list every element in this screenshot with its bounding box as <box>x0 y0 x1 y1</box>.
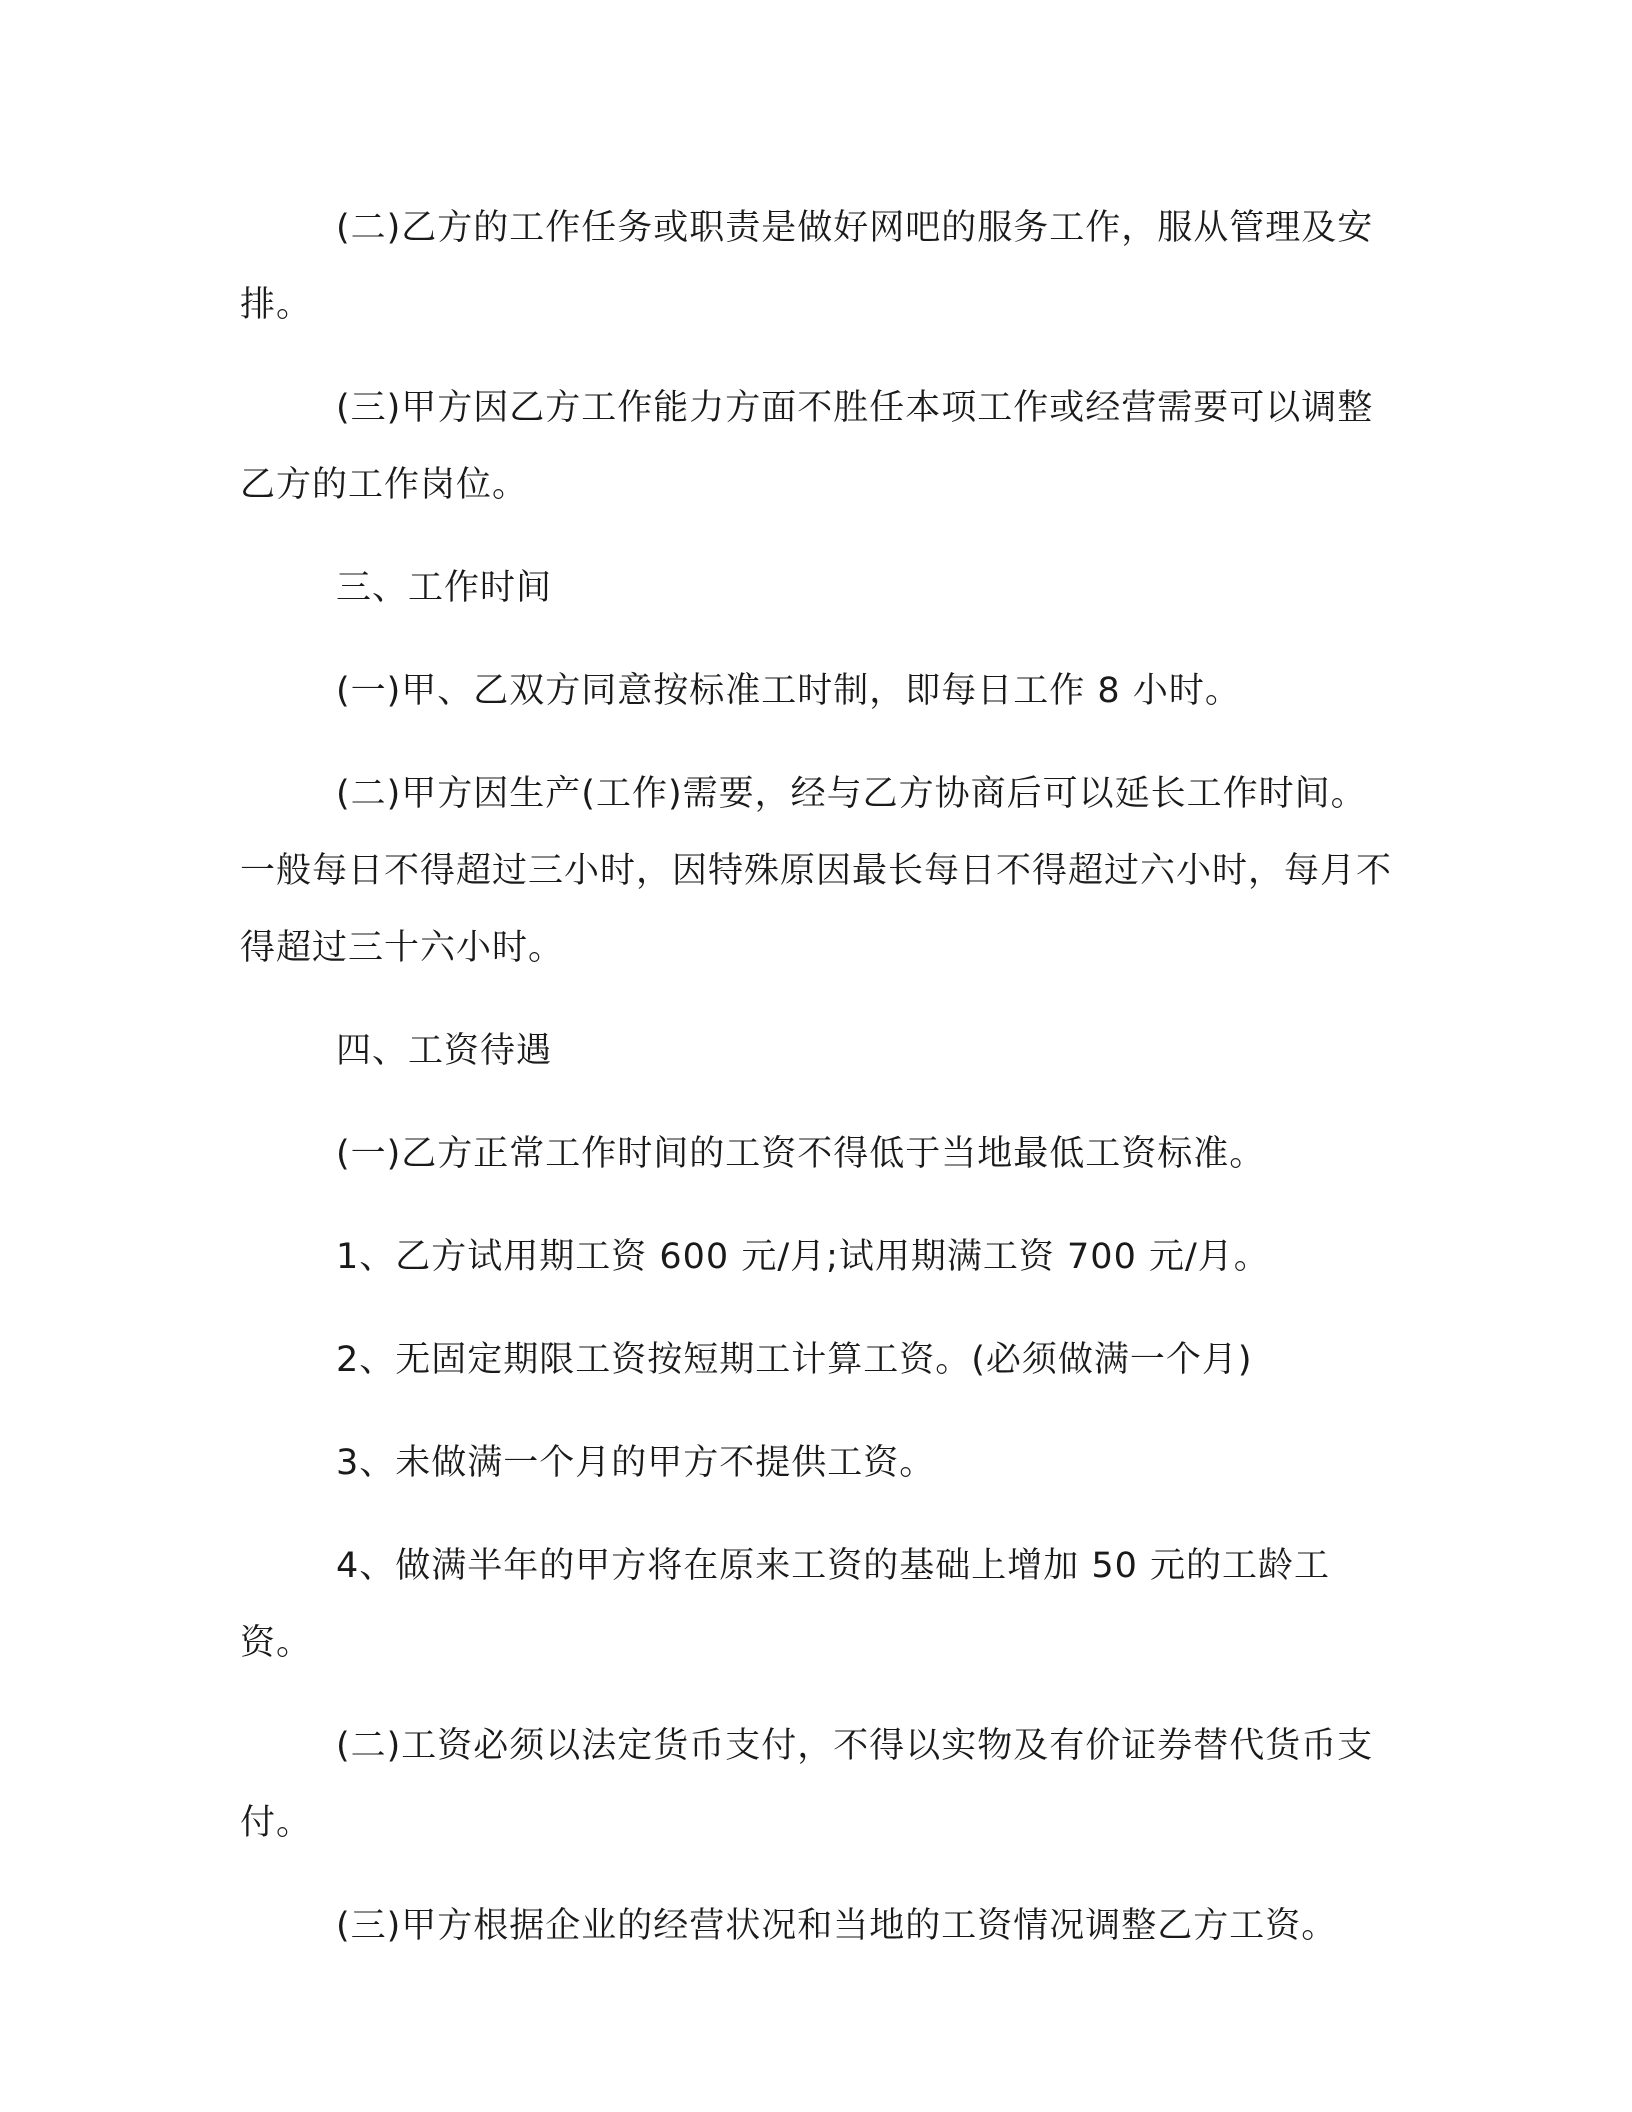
paragraph-job-duties: (二)乙方的工作任务或职责是做好网吧的服务工作，服从管理及安排。 <box>240 208 1374 325</box>
list-item-seniority-pay: 4、做满半年的甲方将在原来工资的基础上增加 50 元的工龄工资。 <box>240 1546 1331 1663</box>
paragraph-wage-adjustment: (三)甲方根据企业的经营状况和当地的工资情况调整乙方工资。 <box>336 1906 1338 1946</box>
paragraph-payment-currency: (二)工资必须以法定货币支付，不得以实物及有价证券替代货币支付。 <box>240 1726 1374 1843</box>
list-item-indefinite-term: 2、无固定期限工资按短期工计算工资。(必须做满一个月) <box>336 1340 1253 1380</box>
paragraph-position-adjustment: (三)甲方因乙方工作能力方面不胜任本项工作或经营需要可以调整乙方的工作岗位。 <box>240 388 1374 505</box>
paragraph-overtime: (二)甲方因生产(工作)需要，经与乙方协商后可以延长工作时间。一般每日不得超过三小时，因特殊原因最长每日不得超过六小时，每月不得超过三十六小时。 <box>240 774 1393 968</box>
section-heading-working-hours: 三、工作时间 <box>336 568 553 608</box>
list-item-under-one-month: 3、未做满一个月的甲方不提供工资。 <box>336 1443 936 1483</box>
document-page <box>240 190 1400 1965</box>
section-heading-wages: 四、工资待遇 <box>336 1031 553 1071</box>
list-item-probation-wage: 1、乙方试用期工资 600 元/月;试用期满工资 700 元/月。 <box>336 1237 1270 1277</box>
paragraph-standard-hours: (一)甲、乙双方同意按标准工时制，即每日工作 8 小时。 <box>336 671 1241 711</box>
paragraph-minimum-wage: (一)乙方正常工作时间的工资不得低于当地最低工资标准。 <box>336 1134 1266 1174</box>
